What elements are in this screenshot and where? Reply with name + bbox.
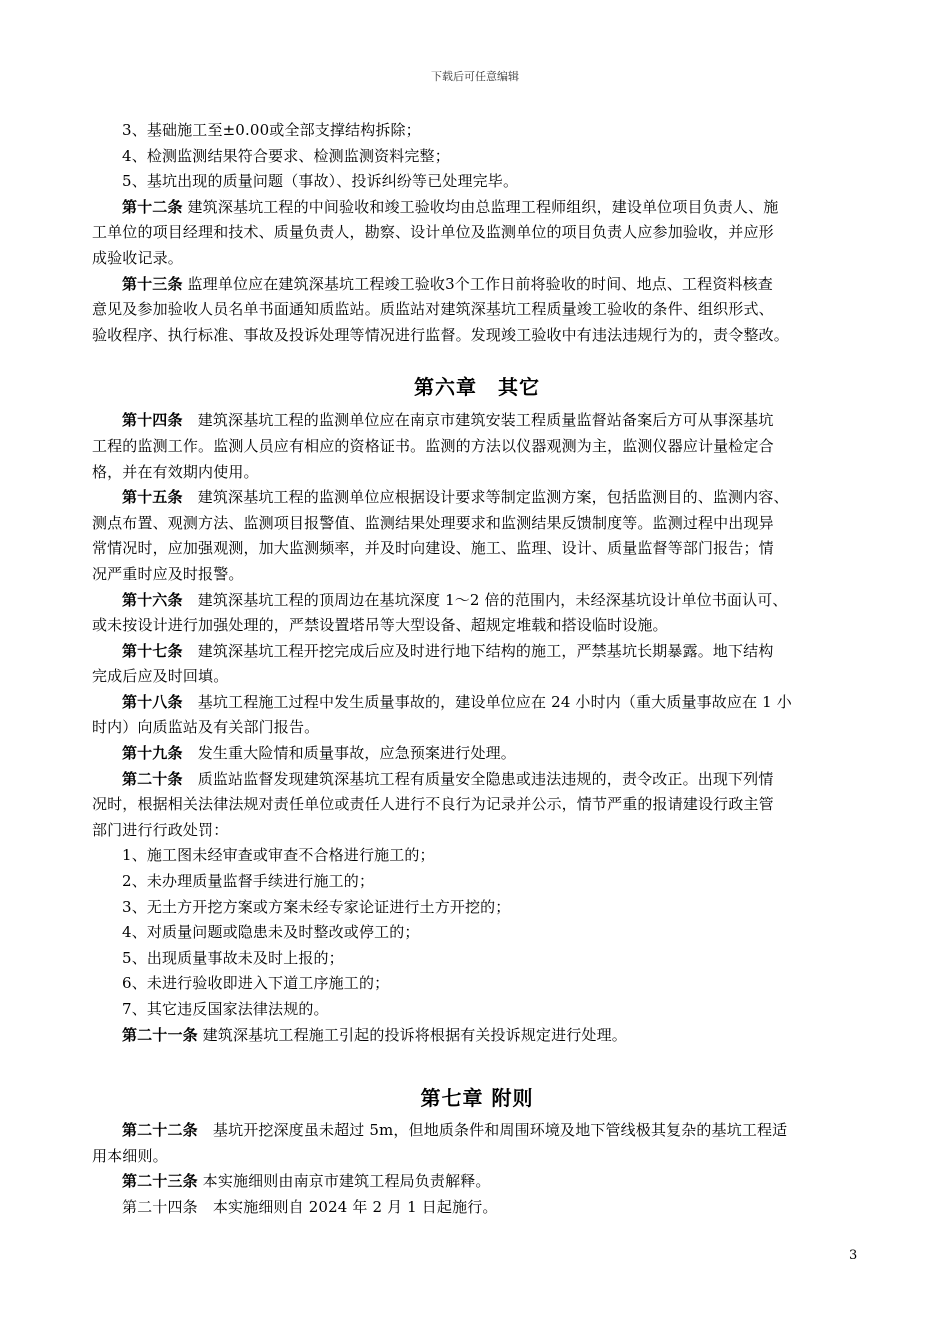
article-text: 建筑深基坑工程的顶周边在基坑深度 1～2 倍的范围内，未经深基坑设计单位书面认可、 bbox=[182, 590, 788, 609]
chapter-7-title: 第七章 附则 bbox=[420, 1086, 534, 1111]
article-text: 测点布置、观测方法、监测项目报警值、监测结果处理要求和监测结果反馈制度等。监测过程中出现异 bbox=[92, 513, 774, 532]
article-text: 建筑深基坑工程的监测单位应在南京市建筑安装工程质量监督站备案后方可从事深基坑 bbox=[182, 411, 774, 430]
article-19 bbox=[92, 741, 862, 767]
article-text: 工程的监测工作。监测人员应有相应的资格证书。监测的方法以仪器观测为主，监测仪器应计量检定合 bbox=[92, 436, 774, 455]
article-text: 工单位的项目经理和技术、质量负责人，勘察、设计单位及监测单位的项目负责人应参加验收，并应形 bbox=[92, 223, 774, 242]
article-text: 基坑开挖深度虽未超过 5m，但地质条件和周围环境及地下管线极其复杂的基坑工程适 bbox=[197, 1121, 788, 1140]
article-text: 验收程序、执行标准、事故及投诉处理等情况进行监督。发现竣工验收中有违法违规行为的，责令整改。 bbox=[92, 325, 789, 344]
list-item: 2、未办理质量监督手续进行施工的； bbox=[122, 872, 375, 891]
list-item: 3、基础施工至±0.00或全部支撑结构拆除； bbox=[122, 121, 421, 139]
article-text: 完成后应及时回填。 bbox=[92, 667, 229, 686]
article-label: 第十八条 bbox=[122, 692, 183, 711]
article-14 bbox=[92, 408, 862, 434]
article-15 bbox=[92, 485, 862, 511]
list-item: 4、对质量问题或隐患未及时整改或停工的； bbox=[122, 923, 420, 942]
list-item: 4、检测监测结果符合要求、检测监测资料完整； bbox=[122, 146, 450, 165]
article-text: 监理单位应在建筑深基坑工程竣工验收3个工作日前将验收的时间、地点、工程资料核查 bbox=[182, 274, 773, 293]
article-text: 建筑深基坑工程施工引起的投诉将根据有关投诉规定进行处理。 bbox=[197, 1025, 627, 1044]
article-text: 发生重大险情和质量事故，应急预案进行处理。 bbox=[182, 744, 516, 763]
article-22 bbox=[92, 1118, 862, 1144]
article-label: 第二十三条 bbox=[122, 1172, 198, 1191]
article-21 bbox=[92, 1023, 862, 1049]
article-label: 第十七条 bbox=[122, 641, 183, 660]
list-item: 5、基坑出现的质量问题（事故）、投诉纠纷等已处理完毕。 bbox=[122, 172, 519, 191]
article-17 bbox=[92, 639, 862, 665]
article-label: 第二十一条 bbox=[122, 1025, 198, 1044]
list-item: 1、施工图未经审查或审查不合格进行施工的； bbox=[122, 846, 435, 865]
article-label: 第十三条 bbox=[122, 274, 183, 293]
article-text: 况时，根据相关法律法规对责任单位或责任人进行不良行为记录并公示，情节严重的报请建设行政主管 bbox=[92, 795, 774, 814]
article-label: 第十五条 bbox=[122, 488, 183, 507]
list-item: 6、未进行验收即进入下道工序施工的； bbox=[122, 974, 390, 993]
article-label: 第十六条 bbox=[122, 590, 183, 609]
article-18 bbox=[92, 690, 862, 716]
article-13 bbox=[92, 272, 862, 298]
article-text: 意见及参加验收人员名单书面通知质监站。质监站对建筑深基坑工程质量竣工验收的条件、组织形式、 bbox=[92, 300, 774, 319]
article-label: 第十九条 bbox=[122, 744, 183, 763]
article-12 bbox=[92, 195, 862, 221]
list-item: 5、出现质量事故未及时上报的； bbox=[122, 948, 344, 967]
article-text: 部门进行行政处罚： bbox=[92, 820, 229, 839]
article-label: 第十四条 bbox=[122, 411, 183, 430]
article-text: 基坑工程施工过程中发生质量事故的，建设单位应在 24 小时内（重大质量事故应在 1 小 bbox=[182, 692, 792, 711]
article-text: 用本细则。 bbox=[92, 1146, 168, 1165]
header-note: 下载后可任意编辑 bbox=[431, 70, 519, 83]
article-20 bbox=[92, 767, 862, 793]
article-text: 成验收记录。 bbox=[92, 248, 183, 267]
article-label: 第二十二条 bbox=[122, 1121, 198, 1140]
article-label: 第二十条 bbox=[122, 769, 183, 788]
article-text: 建筑深基坑工程开挖完成后应及时进行地下结构的施工，严禁基坑长期暴露。地下结构 bbox=[182, 641, 774, 660]
article-23 bbox=[92, 1169, 862, 1195]
article-label: 第十二条 bbox=[122, 197, 183, 216]
list-item: 7、其它违反国家法律法规的。 bbox=[122, 1000, 329, 1018]
chapter-6-title: 第六章 其它 bbox=[414, 375, 540, 400]
article-text: 时内）向质监站及有关部门报告。 bbox=[92, 718, 320, 737]
article-text: 况严重时应及时报警。 bbox=[92, 564, 244, 583]
article-text: 或未按设计进行加强处理的，严禁设置塔吊等大型设备、超规定堆载和搭设临时设施。 bbox=[92, 616, 668, 635]
article-text: 建筑深基坑工程的中间验收和竣工验收均由总监理工程师组织，建设单位项目负责人、施 bbox=[182, 197, 779, 216]
article-text: 质监站监督发现建筑深基坑工程有质量安全隐患或违法违规的，责令改正。出现下列情 bbox=[182, 769, 774, 788]
document-body bbox=[92, 118, 862, 1221]
article-text: 本实施细则由南京市建筑工程局负责解释。 bbox=[197, 1172, 491, 1191]
page-number: 3 bbox=[849, 1248, 858, 1263]
article-text: 建筑深基坑工程的监测单位应根据设计要求等制定监测方案，包括监测目的、监测内容、 bbox=[182, 488, 789, 507]
article-24: 第二十四条 本实施细则自 2024 年 2 月 1 日起施行。 bbox=[122, 1197, 498, 1216]
article-text: 常情况时，应加强观测，加大监测频率，并及时向建设、施工、监理、设计、质量监督等部门报告；情 bbox=[92, 539, 774, 558]
list-item: 3、无土方开挖方案或方案未经专家论证进行土方开挖的； bbox=[122, 897, 511, 916]
article-text: 格，并在有效期内使用。 bbox=[92, 462, 259, 481]
article-16 bbox=[92, 588, 862, 614]
